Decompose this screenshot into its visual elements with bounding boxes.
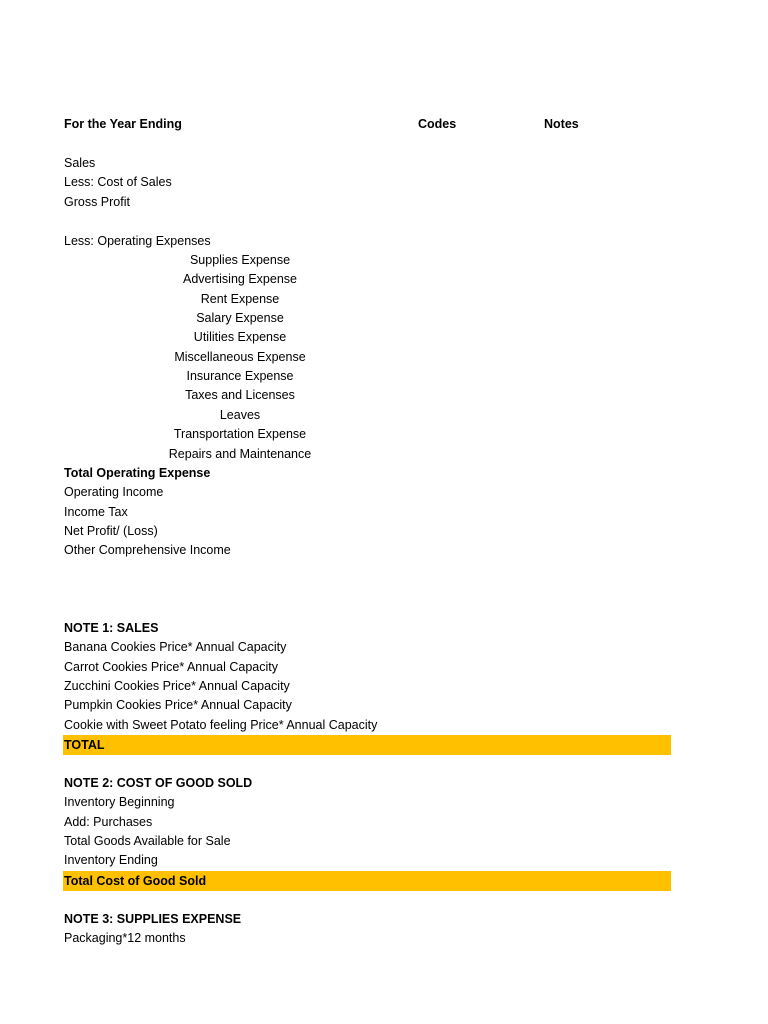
gross-profit-row: Gross Profit [64, 195, 130, 209]
expense-row: Insurance Expense [186, 369, 294, 383]
note1-total-row: TOTAL [63, 735, 671, 755]
codes-column-header: Codes [418, 117, 457, 131]
sales-row: Sales [64, 156, 96, 170]
expense-row: Taxes and Licenses [185, 388, 295, 402]
note2-item: Total Goods Available for Sale [64, 834, 231, 848]
note1-item: Carrot Cookies Price* Annual Capacity [64, 660, 278, 674]
expense-row: Salary Expense [196, 311, 284, 325]
cost-of-sales-row: Less: Cost of Sales [64, 175, 172, 189]
period-label: For the Year Ending [64, 117, 182, 131]
note3-title: NOTE 3: SUPPLIES EXPENSE [64, 912, 242, 926]
notes-column-header: Notes [544, 117, 579, 131]
expense-row: Repairs and Maintenance [168, 447, 312, 461]
expense-row: Leaves [219, 408, 261, 422]
note2-item: Add: Purchases [64, 815, 153, 829]
note2-item: Inventory Ending [64, 853, 158, 867]
expense-row: Utilities Expense [193, 330, 287, 344]
note1-item: Zucchini Cookies Price* Annual Capacity [64, 679, 290, 693]
total-operating-expense-row: Total Operating Expense [64, 466, 211, 480]
expense-row: Miscellaneous Expense [174, 350, 306, 364]
expense-row: Rent Expense [200, 292, 280, 306]
expense-row: Supplies Expense [189, 253, 291, 267]
note2-total-row: Total Cost of Good Sold [63, 871, 671, 891]
note1-item: Cookie with Sweet Potato feeling Price* Annual Capacity [64, 718, 378, 732]
note1-title: NOTE 1: SALES [64, 621, 159, 635]
net-profit-row: Net Profit/ (Loss) [64, 524, 158, 538]
note1-item: Banana Cookies Price* Annual Capacity [64, 640, 287, 654]
note2-title: NOTE 2: COST OF GOOD SOLD [64, 776, 253, 790]
operating-income-row: Operating Income [64, 485, 164, 499]
note1-item: Pumpkin Cookies Price* Annual Capacity [64, 698, 292, 712]
expense-row: Advertising Expense [183, 272, 297, 286]
income-tax-row: Income Tax [64, 505, 128, 519]
expense-row: Transportation Expense [173, 427, 307, 441]
note3-item: Packaging*12 months [64, 931, 186, 945]
other-comprehensive-income-row: Other Comprehensive Income [64, 543, 231, 557]
operating-expenses-label: Less: Operating Expenses [64, 234, 211, 248]
note2-item: Inventory Beginning [64, 795, 175, 809]
